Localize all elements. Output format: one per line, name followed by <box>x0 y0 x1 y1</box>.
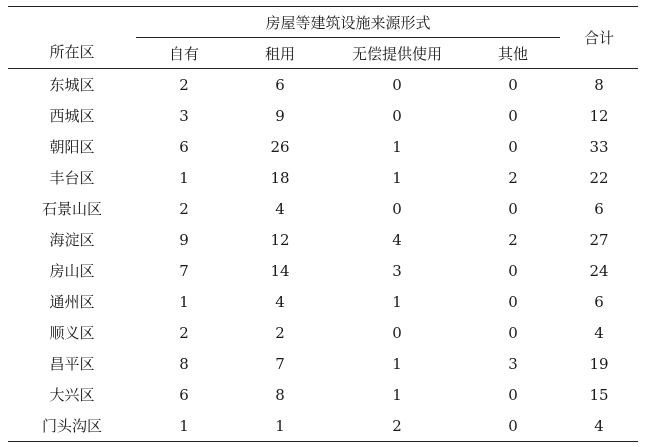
total-cell: 19 <box>589 354 609 373</box>
total-cell: 6 <box>594 292 604 311</box>
free-cell: 4 <box>392 230 402 249</box>
table-row <box>8 410 638 442</box>
free-cell: 0 <box>392 106 402 125</box>
district-cell: 昌平区 <box>49 355 95 373</box>
district-cell: 通州区 <box>49 293 95 311</box>
district-cell: 西城区 <box>49 107 95 125</box>
district-cell: 门头沟区 <box>8 410 136 442</box>
other-cell: 0 <box>508 385 518 404</box>
source-group-header: 房屋等建筑设施来源形式 <box>136 7 560 38</box>
free-cell: 0 <box>392 323 402 342</box>
own-cell: 1 <box>136 410 232 442</box>
table-row <box>8 317 638 348</box>
total-cell: 6 <box>594 199 604 218</box>
facility-source-table <box>8 6 638 442</box>
total-cell: 4 <box>594 323 604 342</box>
total-header: 合计 <box>560 7 638 69</box>
own-cell: 8 <box>179 354 189 373</box>
header-row-1 <box>8 7 638 38</box>
rent-header: 租用 <box>232 38 328 69</box>
rent-cell: 4 <box>275 199 285 218</box>
district-cell: 海淀区 <box>49 231 95 249</box>
district-cell: 房山区 <box>49 262 95 280</box>
total-cell: 24 <box>589 261 609 280</box>
other-header: 其他 <box>466 38 560 69</box>
total-cell: 27 <box>589 230 609 249</box>
table-row <box>8 162 638 193</box>
table-row <box>8 131 638 162</box>
rent-cell: 2 <box>275 323 285 342</box>
free-cell: 0 <box>392 199 402 218</box>
other-cell: 0 <box>508 261 518 280</box>
rent-cell: 7 <box>275 354 285 373</box>
own-header: 自有 <box>136 38 232 69</box>
district-cell: 大兴区 <box>49 386 95 404</box>
district-cell: 朝阳区 <box>49 138 95 156</box>
table-header <box>8 7 638 69</box>
own-cell: 7 <box>179 261 189 280</box>
own-cell: 2 <box>179 75 189 94</box>
total-cell: 8 <box>594 75 604 94</box>
total-cell: 12 <box>589 106 609 125</box>
district-cell: 丰台区 <box>49 169 95 187</box>
other-cell: 0 <box>466 410 560 442</box>
rent-cell: 18 <box>270 168 290 187</box>
rent-cell: 4 <box>275 292 285 311</box>
rent-cell: 9 <box>275 106 285 125</box>
rent-cell: 6 <box>275 75 285 94</box>
own-cell: 6 <box>179 385 189 404</box>
table-row <box>8 379 638 410</box>
own-cell: 2 <box>179 199 189 218</box>
total-cell: 22 <box>589 168 609 187</box>
total-cell: 33 <box>589 137 609 156</box>
total-cell: 15 <box>589 385 609 404</box>
district-cell: 顺义区 <box>49 324 95 342</box>
district-header: 所在区 <box>8 7 136 69</box>
own-cell: 1 <box>179 168 189 187</box>
free-cell: 2 <box>328 410 466 442</box>
own-cell: 9 <box>179 230 189 249</box>
other-cell: 0 <box>508 292 518 311</box>
rent-cell: 8 <box>275 385 285 404</box>
rent-cell: 14 <box>270 261 290 280</box>
table-row <box>8 224 638 255</box>
rent-cell: 1 <box>232 410 328 442</box>
own-cell: 3 <box>179 106 189 125</box>
table-row <box>8 193 638 224</box>
other-cell: 0 <box>508 199 518 218</box>
other-cell: 2 <box>508 230 518 249</box>
other-cell: 0 <box>508 137 518 156</box>
free-cell: 3 <box>392 261 402 280</box>
facility-source-table-container <box>8 6 638 442</box>
total-cell: 4 <box>560 410 638 442</box>
table-row <box>8 255 638 286</box>
own-cell: 6 <box>179 137 189 156</box>
other-cell: 0 <box>508 106 518 125</box>
table-row <box>8 69 638 101</box>
free-cell: 1 <box>392 292 402 311</box>
district-cell: 东城区 <box>49 76 95 94</box>
table-row <box>8 348 638 379</box>
table-row <box>8 286 638 317</box>
free-header: 无偿提供使用 <box>328 38 466 69</box>
other-cell: 2 <box>508 168 518 187</box>
rent-cell: 26 <box>270 137 290 156</box>
other-cell: 3 <box>508 354 518 373</box>
free-cell: 1 <box>392 385 402 404</box>
own-cell: 2 <box>179 323 189 342</box>
other-cell: 0 <box>508 323 518 342</box>
free-cell: 1 <box>392 168 402 187</box>
own-cell: 1 <box>179 292 189 311</box>
table-body <box>8 69 638 442</box>
rent-cell: 12 <box>270 230 290 249</box>
free-cell: 1 <box>392 137 402 156</box>
other-cell: 0 <box>508 75 518 94</box>
free-cell: 1 <box>392 354 402 373</box>
free-cell: 0 <box>392 75 402 94</box>
district-cell: 石景山区 <box>41 200 102 218</box>
table-row <box>8 100 638 131</box>
